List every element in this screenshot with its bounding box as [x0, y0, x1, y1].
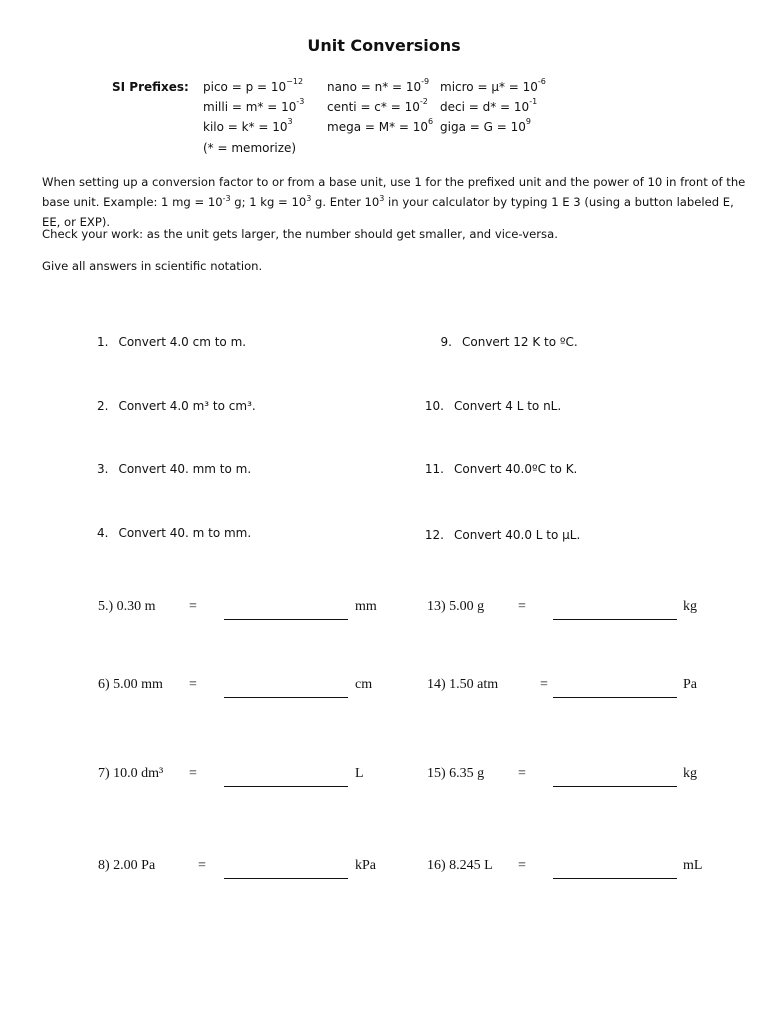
answer-blank[interactable] — [224, 601, 348, 620]
answer-blank[interactable] — [553, 860, 677, 879]
prefix-deci: deci = $d* = 10^{-1}$ — [440, 97, 538, 114]
unit-label: mL — [683, 858, 703, 873]
answer-blank[interactable] — [553, 768, 677, 787]
list-item: 9. Convert 12 K to ºC. — [440, 335, 578, 349]
equals-sign: = — [189, 599, 197, 614]
answer-blank[interactable] — [553, 601, 677, 620]
list-item: 2. Convert 4.0 m³ to cm³. — [97, 399, 256, 413]
list-item: 10. Convert 4 L to nL. — [424, 399, 562, 413]
prefix-nano: nano = $n* = 10^{-9}$ — [327, 77, 430, 94]
unit-label: kg — [683, 599, 697, 614]
list-item: 12. Convert 40.0 L to µL. — [424, 528, 581, 542]
prefix-pico: pico = $p = 10^{-12}$ — [203, 77, 304, 94]
fill-label: 6) 5.00 mm — [98, 677, 163, 692]
fill-label: 16) 8.245 L — [427, 858, 493, 873]
answer-blank[interactable] — [553, 679, 677, 698]
equals-sign: = — [198, 858, 206, 873]
fill-label: 14) 1.50 atm — [427, 677, 499, 692]
equals-sign: = — [540, 677, 548, 692]
instruction-scientific-notation: Give all answers in scientific notation. — [42, 259, 263, 273]
answer-blank[interactable] — [224, 860, 348, 879]
page-title: Unit Conversions — [307, 36, 461, 55]
fill-label: 7) 10.0 dm³ — [98, 766, 164, 781]
si-prefixes-label: SI Prefixes: — [112, 80, 189, 94]
prefix-mega: mega = $M* = 10^6$ — [327, 117, 434, 134]
equals-sign: = — [189, 677, 197, 692]
instruction-check-work: Check your work: as the unit gets larger, the number should get smaller, and vice-versa. — [42, 227, 558, 241]
unit-label: kg — [683, 766, 697, 781]
prefix-centi: centi = $c* = 10^{-2}$ — [327, 97, 428, 114]
instruction-conversion-factor: When setting up a conversion factor to or from a base unit, use 1 for the prefixed unit and the power of 10 in front of the base unit. Example: 1 mg = $10^{-3}$ g; 1 kg = $10^3$ g. Enter $10^3$ in your calculator by typing 1 E 3 (using a button labeled E, EE, or EXP). — [42, 175, 746, 229]
equals-sign: = — [518, 858, 526, 873]
unit-label: cm — [355, 677, 373, 692]
equals-sign: = — [189, 766, 197, 781]
unit-label: L — [355, 766, 364, 781]
list-item: 1. Convert 4.0 cm to m. — [97, 335, 247, 349]
list-item: 4. Convert 40. m to mm. — [97, 526, 252, 540]
unit-label: mm — [355, 599, 377, 614]
prefix-kilo: kilo = $k* = 10^3$ — [203, 117, 293, 134]
prefix-micro: micro = $\mu* = 10^{-6}$ — [440, 77, 546, 94]
fill-label: 15) 6.35 g — [427, 766, 485, 781]
list-item: 11. Convert 40.0ºC to K. — [424, 462, 578, 476]
memorize-note: (* = memorize) — [203, 141, 297, 155]
prefix-giga: giga = $G = 10^9$ — [440, 117, 531, 134]
unit-label: kPa — [355, 858, 376, 873]
answer-blank[interactable] — [224, 679, 348, 698]
fill-label: 13) 5.00 g — [427, 599, 485, 614]
prefix-milli: milli = $m* = 10^{-3}$ — [203, 97, 305, 114]
equals-sign: = — [518, 766, 526, 781]
unit-label: Pa — [683, 677, 697, 692]
answer-blank[interactable] — [224, 768, 348, 787]
equals-sign: = — [518, 599, 526, 614]
fill-label: 8) 2.00 Pa — [98, 858, 156, 873]
fill-label: 5.) 0.30 m — [98, 599, 156, 614]
list-item: 3. Convert 40. mm to m. — [97, 462, 252, 476]
